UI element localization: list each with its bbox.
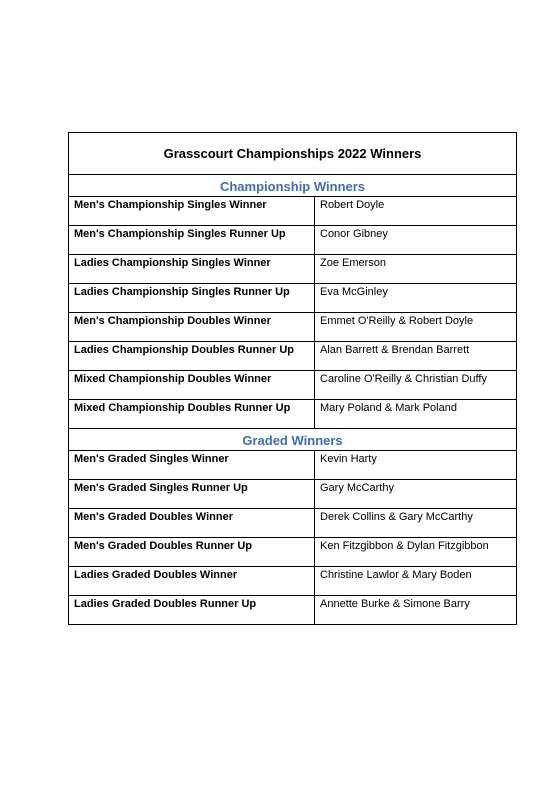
table-row bbox=[69, 313, 517, 342]
event-name: Men's Graded Doubles Runner Up bbox=[69, 538, 315, 567]
table-row bbox=[69, 509, 517, 538]
event-name: Ladies Championship Singles Winner bbox=[69, 255, 315, 284]
event-name: Men's Graded Singles Winner bbox=[69, 451, 315, 480]
section-heading-graded: Graded Winners bbox=[69, 429, 517, 451]
event-name: Ladies Championship Doubles Runner Up bbox=[69, 342, 315, 371]
winner-name: Zoe Emerson bbox=[315, 255, 517, 284]
table-row bbox=[69, 567, 517, 596]
event-name: Ladies Graded Doubles Runner Up bbox=[69, 596, 315, 625]
table-row bbox=[69, 255, 517, 284]
event-name: Men's Championship Singles Winner bbox=[69, 197, 315, 226]
table-row bbox=[69, 596, 517, 625]
table-row bbox=[69, 284, 517, 313]
table-row bbox=[69, 371, 517, 400]
table-row bbox=[69, 480, 517, 509]
event-name: Ladies Championship Singles Runner Up bbox=[69, 284, 315, 313]
winner-name: Christine Lawlor & Mary Boden bbox=[315, 567, 517, 596]
winner-name: Annette Burke & Simone Barry bbox=[315, 596, 517, 625]
section-header-row bbox=[69, 429, 517, 451]
table-row bbox=[69, 451, 517, 480]
event-name: Ladies Graded Doubles Winner bbox=[69, 567, 315, 596]
winner-name: Emmet O'Reilly & Robert Doyle bbox=[315, 313, 517, 342]
winner-name: Eva McGinley bbox=[315, 284, 517, 313]
document-title: Grasscourt Championships 2022 Winners bbox=[69, 133, 517, 175]
winner-name: Alan Barrett & Brendan Barrett bbox=[315, 342, 517, 371]
winner-name: Ken Fitzgibbon & Dylan Fitzgibbon bbox=[315, 538, 517, 567]
event-name: Men's Graded Doubles Winner bbox=[69, 509, 315, 538]
table-row bbox=[69, 538, 517, 567]
table-row bbox=[69, 226, 517, 255]
event-name: Mixed Championship Doubles Runner Up bbox=[69, 400, 315, 429]
event-name: Mixed Championship Doubles Winner bbox=[69, 371, 315, 400]
event-name: Men's Championship Doubles Winner bbox=[69, 313, 315, 342]
title-row bbox=[69, 133, 517, 175]
winner-name: Caroline O'Reilly & Christian Duffy bbox=[315, 371, 517, 400]
table-row bbox=[69, 342, 517, 371]
winner-name: Derek Collins & Gary McCarthy bbox=[315, 509, 517, 538]
winner-name: Mary Poland & Mark Poland bbox=[315, 400, 517, 429]
winners-table-body bbox=[69, 133, 517, 625]
section-header-row bbox=[69, 175, 517, 197]
event-name: Men's Championship Singles Runner Up bbox=[69, 226, 315, 255]
winner-name: Conor Gibney bbox=[315, 226, 517, 255]
table-row bbox=[69, 400, 517, 429]
winners-table bbox=[68, 132, 517, 625]
event-name: Men's Graded Singles Runner Up bbox=[69, 480, 315, 509]
section-heading-championship: Championship Winners bbox=[69, 175, 517, 197]
winner-name: Gary McCarthy bbox=[315, 480, 517, 509]
winner-name: Robert Doyle bbox=[315, 197, 517, 226]
table-row bbox=[69, 197, 517, 226]
winner-name: Kevin Harty bbox=[315, 451, 517, 480]
